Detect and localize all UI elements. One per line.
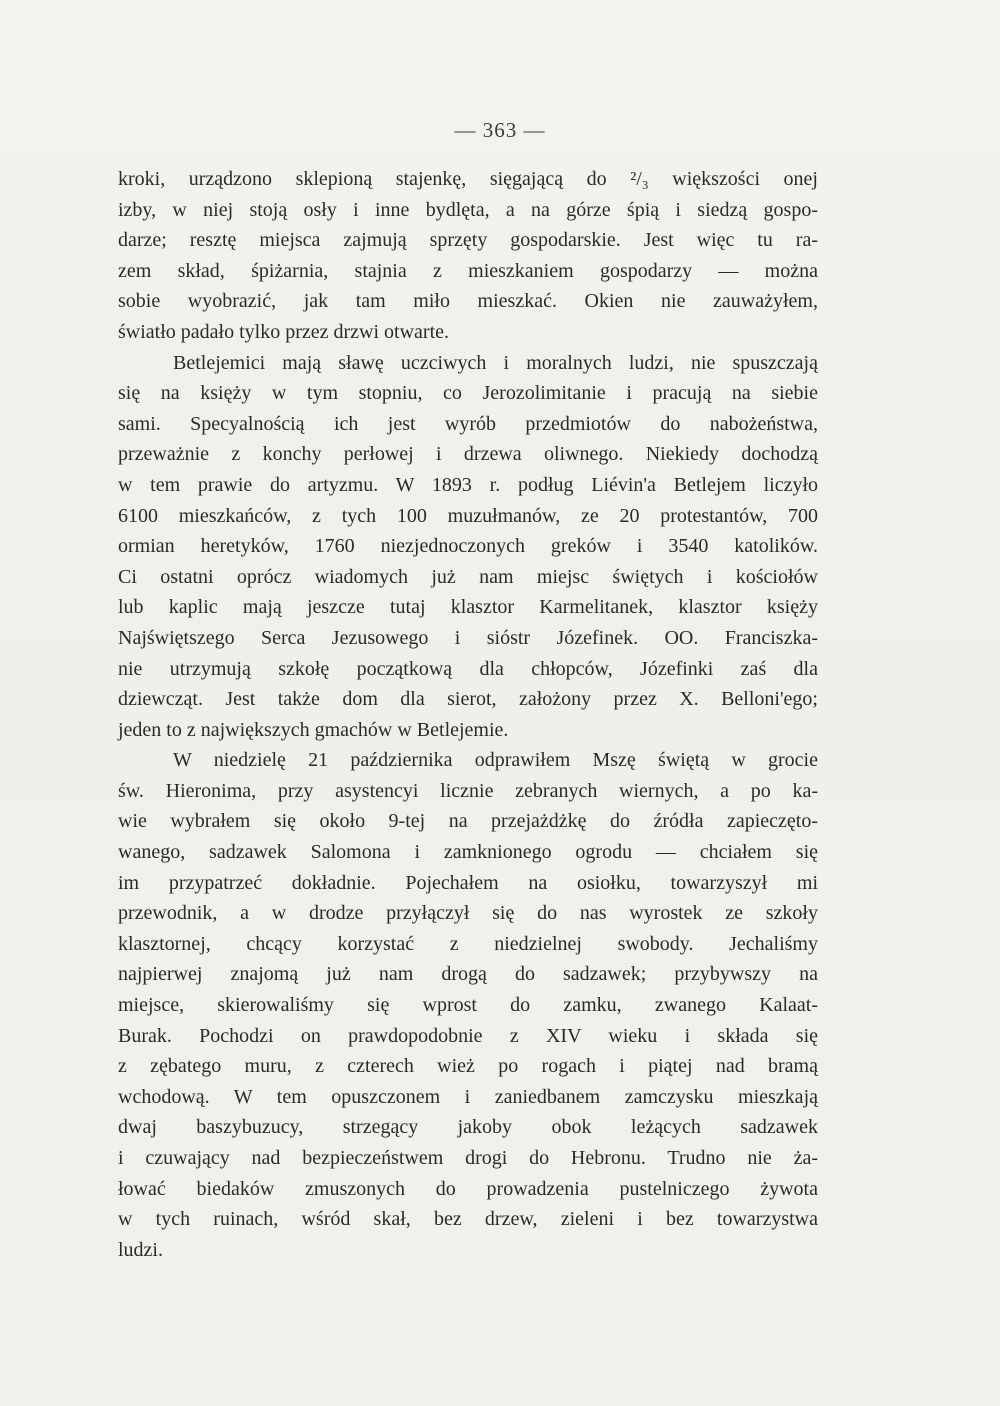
text-line: zem skład, śpiżarnia, stajnia z mieszkaniem gospodarzy — można xyxy=(118,259,818,282)
text-line: 6100 mieszkańców, z tych 100 muzułmanów, ze 20 protestantów, 700 xyxy=(118,504,818,527)
text-line: sami. Specyalnością ich jest wyrób przedmiotów do nabożeństwa, xyxy=(118,412,818,435)
text-line: w tem prawie do artyzmu. W 1893 r. podług Liévin'a Betlejem liczyło xyxy=(118,473,818,496)
text-line: Betlejemici mają sławę uczciwych i moralnych ludzi, nie spuszczają xyxy=(173,351,818,374)
text-line: izby, w niej stoją osły i inne bydlęta, a na górze śpią i siedzą gospo- xyxy=(118,198,818,221)
page-number: — 363 — xyxy=(454,118,546,142)
text-line: lub kaplic mają jeszcze tutaj klasztor Karmelitanek, klasztor księży xyxy=(118,596,818,619)
text-line: kroki, urządzono sklepioną stajenkę, sięgającą do ²/₃ większości onej xyxy=(118,168,818,190)
text-line: i czuwający nad bezpieczeństwem drogi do Hebronu. Trudno nie ża- xyxy=(118,1147,818,1169)
text-line: przeważnie z konchy perłowej i drzewa oliwnego. Niekiedy dochodzą xyxy=(118,443,818,466)
text-line: jeden to z największych gmachów w Betlejemie. xyxy=(118,718,509,741)
text-line: miejsce, skierowaliśmy się wprost do zamku, zwanego Kalaat- xyxy=(118,994,818,1017)
text-line: nie utrzymują szkołę początkową dla chłopców, Józefinki zaś dla xyxy=(118,657,818,680)
text-line: klasztornej, chcący korzystać z niedzielnej swobody. Jechaliśmy xyxy=(118,932,818,955)
text-line: św. Hieronima, przy asystencyi licznie zebranych wiernych, a po ka- xyxy=(118,779,818,802)
text-line: wchodową. W tem opuszczonem i zaniedbanem zamczysku mieszkają xyxy=(118,1085,818,1108)
text-line: z zębatego muru, z czterech wież po rogach i piątej nad bramą xyxy=(118,1055,818,1078)
text-line: najpierwej znajomą już nam drogą do sadzawek; przybywszy na xyxy=(118,963,818,986)
text-line: Ci ostatni oprócz wiadomych już nam miejsc świętych i kościołów xyxy=(118,565,818,588)
text-line: Burak. Pochodzi on prawdopodobnie z XIV wieku i składa się xyxy=(118,1024,818,1047)
text-line: łować biedaków zmuszonych do prowadzenia pustelniczego żywota xyxy=(118,1177,818,1200)
text-line: W niedzielę 21 października odprawiłem Mszę świętą w grocie xyxy=(173,749,818,772)
text-line: dziewcząt. Jest także dom dla sierot, założony przez X. Belloni'ego; xyxy=(118,688,818,711)
text-line: im przypatrzeć dokładnie. Pojechałem na osiołku, towarzyszył mi xyxy=(118,871,818,894)
text-line: światło padało tylko przez drzwi otwarte. xyxy=(118,320,449,343)
text-line: przewodnik, a w drodze przyłączył się do nas wyrostek ze szkoły xyxy=(118,902,818,925)
body-text xyxy=(118,164,818,1265)
text-line: wanego, sadzawek Salomona i zamknionego ogrodu — chciałem się xyxy=(118,841,818,864)
text-line: się na księży w tym stopniu, co Jerozolimitanie i pracują na siebie xyxy=(118,382,818,405)
text-line: w tych ruinach, wśród skał, bez drzew, zieleni i bez towarzystwa xyxy=(118,1208,818,1231)
text-line: dwaj baszybuzucy, strzegący jakoby obok leżących sadzawek xyxy=(118,1116,818,1139)
text-line: Najświętszego Serca Jezusowego i sióstr Józefinek. OO. Franciszka- xyxy=(118,626,818,649)
text-line: sobie wyobrazić, jak tam miło mieszkać. Okien nie zauważyłem, xyxy=(118,290,818,313)
text-line: wie wybrałem się około 9-tej na przejażdżkę do źródła zapieczęto- xyxy=(118,810,818,833)
text-line: ludzi. xyxy=(118,1238,163,1261)
text-line: darze; resztę miejsca zajmują sprzęty gospodarskie. Jest więc tu ra- xyxy=(118,229,818,252)
text-line: ormian heretyków, 1760 niezjednoczonych greków i 3540 katolików. xyxy=(118,535,818,558)
